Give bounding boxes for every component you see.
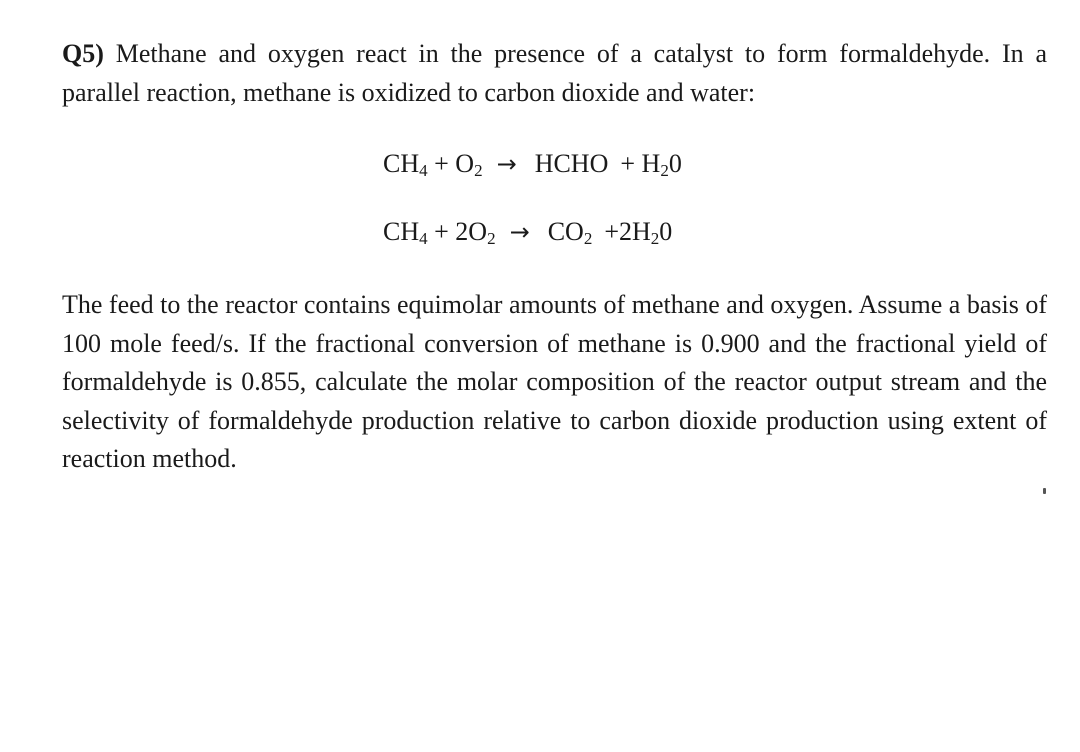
- eq2-product-2-subscript: 2: [650, 229, 660, 248]
- equation-1: [383, 148, 682, 180]
- question-label: Q5): [62, 39, 104, 68]
- eq1-product-2-tail: 0: [668, 149, 682, 178]
- eq2-product-2: +2H: [604, 217, 651, 246]
- eq1-reactant-1-subscript: 4: [419, 161, 428, 180]
- eq2-reactant-1-subscript: 4: [419, 229, 428, 248]
- eq2-arrow-icon: →: [509, 218, 530, 246]
- eq1-arrow-icon: →: [496, 150, 517, 178]
- eq1-reactant-1: CH: [383, 149, 420, 178]
- eq2-product-2-tail: 0: [659, 217, 673, 246]
- eq1-product-2-subscript: 2: [660, 161, 669, 180]
- eq2-reactant-1: CH: [383, 217, 420, 246]
- problem-body: The feed to the reactor contains equimolar amounts of methane and oxygen. Assume a basis of 100 mole feed/s. If the fractional conversion of methane is 0.900 and the fractional yield of formaldehyde is 0.855, calculate the molar composition of the reactor output stream and the selectivity of formaldehyde production relative to carbon dioxide production using extent of reaction method.: [62, 290, 1047, 473]
- eq1-reactant-2: + O: [427, 149, 475, 178]
- eq2-reactant-2: + 2O: [427, 217, 488, 246]
- scan-speck: [1043, 488, 1046, 494]
- eq2-product-1: CO: [547, 217, 584, 246]
- eq1-reactant-2-subscript: 2: [474, 161, 483, 180]
- equation-2: [383, 216, 672, 248]
- eq2-product-1-subscript: 2: [583, 229, 593, 248]
- eq2-reactant-2-subscript: 2: [487, 229, 496, 248]
- eq1-product-1: HCHO: [534, 149, 609, 178]
- question-intro: [62, 35, 1047, 112]
- eq1-product-2: + H: [620, 149, 661, 178]
- question-intro-text: Methane and oxygen react in the presence of a catalyst to form formaldehyde. In a parallel reaction, methane is oxidized to carbon dioxide and water:: [62, 39, 1047, 107]
